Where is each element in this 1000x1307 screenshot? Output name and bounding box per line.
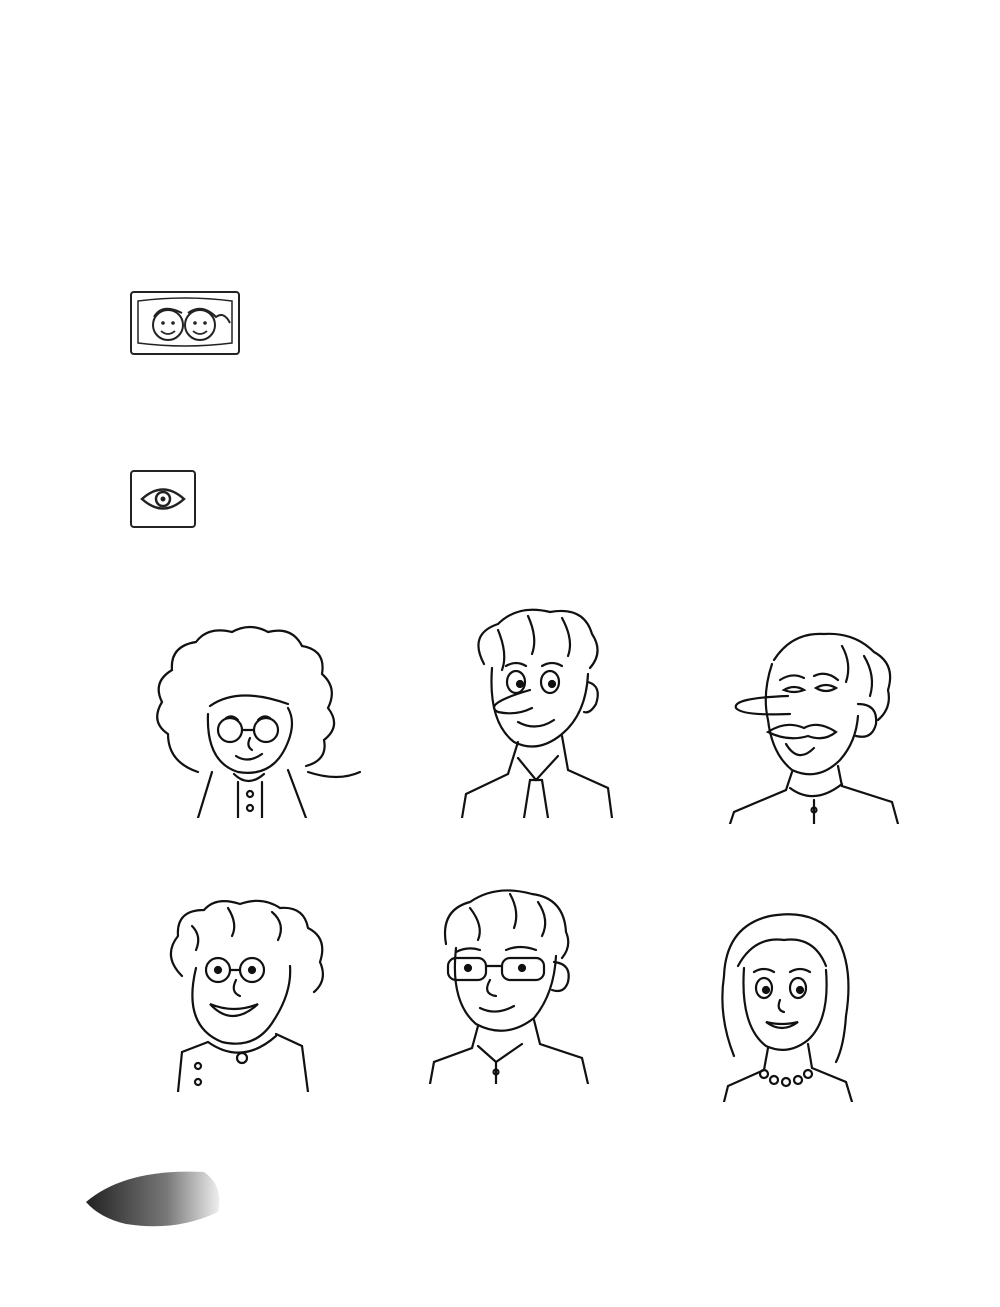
face-young-man-tie xyxy=(458,604,614,818)
face-woman-necklace xyxy=(714,906,856,1102)
face-curly-woman-glasses xyxy=(138,622,362,818)
two-children-icon xyxy=(130,291,240,355)
face-old-woman-glasses xyxy=(152,896,352,1092)
face-man-glasses xyxy=(426,884,592,1084)
face-old-man-mustache xyxy=(728,624,900,824)
page-badge xyxy=(86,1162,226,1234)
eye-icon xyxy=(130,470,196,528)
